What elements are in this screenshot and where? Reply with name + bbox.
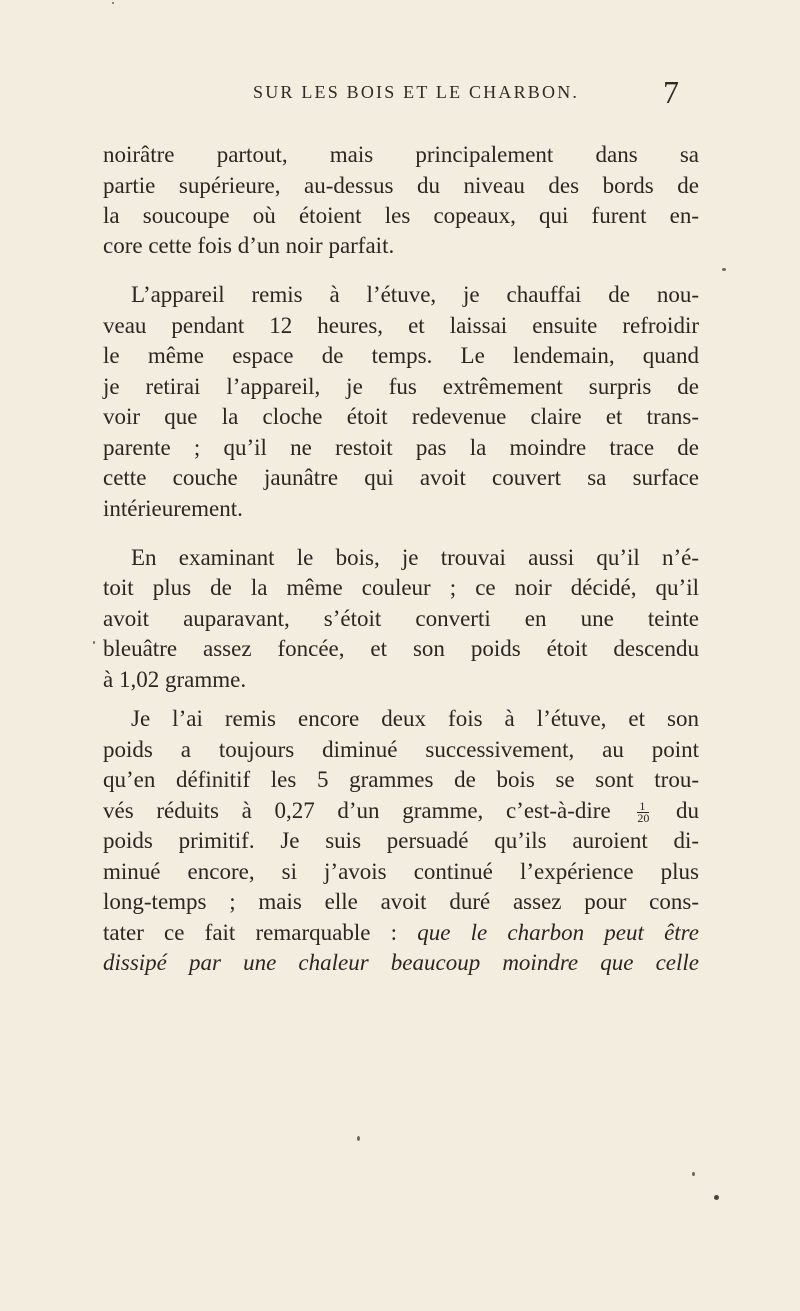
paper-speck xyxy=(714,1195,719,1200)
text-line: la soucoupe où étoient les copeaux, qui furent en- xyxy=(103,203,699,228)
paper-speck xyxy=(692,1172,695,1176)
fraction-numerator: 1 xyxy=(637,801,649,813)
text-line: qu’en définitif les 5 grammes de bois se sont trou- xyxy=(103,767,699,792)
text-span: tater ce fait remarquable : xyxy=(103,920,398,945)
text-line: long-temps ; mais elle avoit duré assez pour cons- xyxy=(103,889,699,914)
text-line: le même espace de temps. Le lendemain, quand xyxy=(103,343,699,368)
text-line xyxy=(103,796,699,826)
text-line: noirâtre partout, mais principalement dans sa xyxy=(103,142,699,167)
text-span: du xyxy=(676,798,700,823)
text-line: je retirai l’appareil, je fus extrêmement surpris de xyxy=(103,374,699,399)
fraction xyxy=(637,801,649,824)
text-line: parente ; qu’il ne restoit pas la moindre trace de xyxy=(103,435,699,460)
text-line: minué encore, si j’avois continué l’expérience plus xyxy=(103,859,699,884)
paper-speck xyxy=(722,268,726,271)
paper-speck xyxy=(93,641,95,644)
fraction-denominator: 20 xyxy=(637,811,650,826)
text-span: vés réduits à 0,27 d’un gramme, c’est-à-dire xyxy=(103,798,611,823)
text-line: avoit auparavant, s’étoit converti en une teinte xyxy=(103,606,699,631)
text-line: L’appareil remis à l’étuve, je chauffai de nou- xyxy=(131,282,699,307)
text-line: à 1,02 gramme. xyxy=(103,667,247,692)
text-line xyxy=(103,918,699,948)
text-line: core cette fois d’un noir parfait. xyxy=(103,233,395,258)
page-number: 7 xyxy=(663,74,679,110)
running-title: SUR LES BOIS ET LE CHARBON. xyxy=(253,82,580,102)
text-line: dissipé par une chaleur beaucoup moindre que celle xyxy=(103,950,699,975)
text-line: cette couche jaunâtre qui avoit couvert sa surface xyxy=(103,465,699,490)
text-line: partie supérieure, au-dessus du niveau des bords de xyxy=(103,173,699,198)
text-line: Je l’ai remis encore deux fois à l’étuve, et son xyxy=(131,706,699,731)
text-line: bleuâtre assez foncée, et son poids étoit descendu xyxy=(103,636,699,661)
paper-speck xyxy=(357,1136,360,1141)
running-head xyxy=(0,74,800,116)
text-line: voir que la cloche étoit redevenue claire et trans- xyxy=(103,404,699,429)
italic-text: que le charbon peut être xyxy=(417,920,699,945)
paper-speck xyxy=(112,2,114,4)
text-line: veau pendant 12 heures, et laissai ensuite refroidir xyxy=(103,313,699,338)
text-line: poids a toujours diminué successivement, au point xyxy=(103,737,699,762)
text-line: intérieurement. xyxy=(103,496,243,521)
text-line: toit plus de la même couleur ; ce noir décidé, qu’il xyxy=(103,575,699,600)
text-line: En examinant le bois, je trouvai aussi qu’il n’é- xyxy=(131,545,699,570)
text-line: poids primitif. Je suis persuadé qu’ils auroient di- xyxy=(103,828,699,853)
